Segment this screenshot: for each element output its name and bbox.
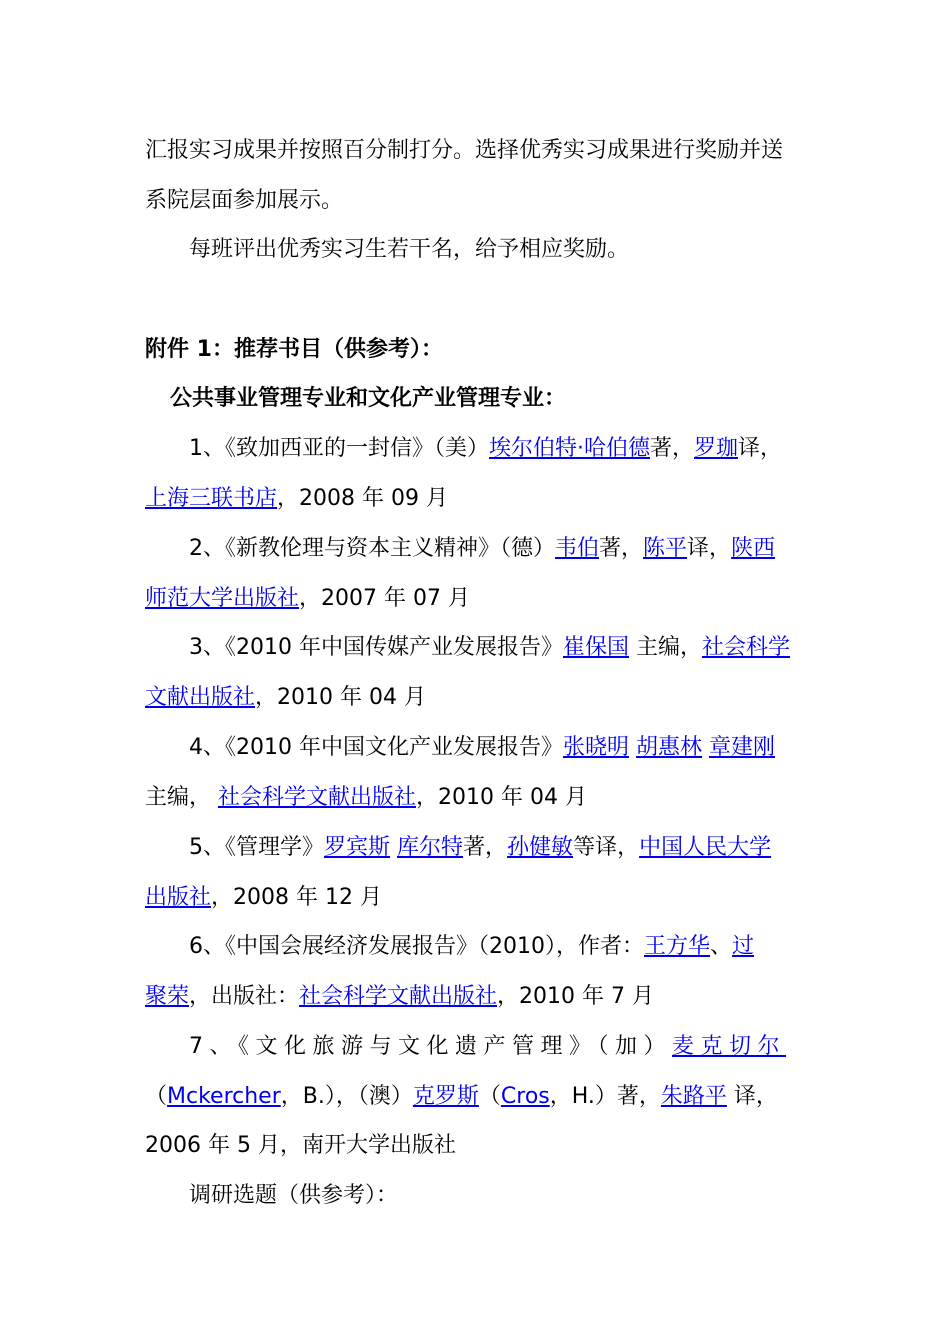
text <box>702 735 709 760</box>
publish-date: ，2008 年 09 月 <box>277 486 448 511</box>
author-link[interactable]: 麦克切尔 <box>672 1034 787 1059</box>
text: 、 <box>710 934 733 959</box>
publisher-link[interactable]: 陕西 <box>731 536 776 561</box>
publisher-link[interactable]: 中国人民大学 <box>639 835 772 860</box>
book-title: 7、《文化旅游与文化遗产管理》（加） <box>189 1034 672 1059</box>
text: 著， <box>599 536 644 561</box>
text: （ <box>145 1084 168 1109</box>
editor-link[interactable]: 张晓明 <box>562 735 629 760</box>
author-link[interactable]: 埃尔伯特·哈伯德 <box>489 436 650 461</box>
section-title: 公共事业管理专业和文化产业管理专业： <box>170 386 567 411</box>
research-title: 调研选题（供参考）： <box>189 1183 399 1208</box>
text: ，出版社： <box>189 984 300 1009</box>
translator-link[interactable]: 罗珈 <box>694 436 739 461</box>
author-link[interactable]: 韦伯 <box>555 536 600 561</box>
book-item-7-line2 <box>145 1082 778 1112</box>
text: 主编， <box>145 785 218 810</box>
publisher-link[interactable]: 文献出版社 <box>145 685 256 710</box>
book-item-4-line1 <box>189 733 775 763</box>
publisher-link[interactable]: 上海三联书店 <box>145 486 278 511</box>
text: ，H.）著， <box>549 1084 661 1109</box>
author-link[interactable]: Mckercher <box>167 1084 281 1109</box>
publish-date: ，2007 年 07 月 <box>299 586 470 611</box>
text: 译， <box>687 536 732 561</box>
book-title: 6、《中国会展经济发展报告》（2010），作者： <box>189 934 644 959</box>
author-link[interactable]: 库尔特 <box>397 835 464 860</box>
appendix-title: 附件 1：推荐书目（供参考）： <box>145 337 443 362</box>
text: 译， <box>726 1084 778 1109</box>
book-title: 5、《管理学》 <box>189 835 324 860</box>
book-item-6-line2 <box>145 982 654 1012</box>
author-link[interactable]: Cros <box>500 1084 550 1109</box>
text: （ <box>478 1084 501 1109</box>
publisher-link[interactable]: 出版社 <box>145 885 212 910</box>
book-item-1-line1 <box>189 434 782 464</box>
editor-link[interactable]: 章建刚 <box>709 735 776 760</box>
author-link[interactable]: 罗宾斯 <box>324 835 391 860</box>
publisher-link[interactable]: 社会科学文献出版社 <box>299 984 498 1009</box>
book-item-7-line3: 2006 年 5 月，南开大学出版社 <box>145 1133 456 1158</box>
translator-link[interactable]: 陈平 <box>643 536 688 561</box>
book-item-4-line2 <box>145 783 587 813</box>
publish-date: ，2010 年 04 月 <box>255 685 426 710</box>
book-title: 4、《2010 年中国文化产业发展报告》 <box>189 735 563 760</box>
text <box>390 835 397 860</box>
editor-link[interactable]: 崔保国 <box>562 635 629 660</box>
book-item-5-line2 <box>145 883 382 913</box>
paragraph-line: 系院层面参加展示。 <box>145 188 344 213</box>
book-item-5-line1 <box>189 833 771 863</box>
author-link[interactable]: 过 <box>732 934 755 959</box>
publish-date: ，2010 年 04 月 <box>416 785 587 810</box>
book-item-3-line2 <box>145 683 426 713</box>
publisher-link[interactable]: 社会科学文献出版社 <box>218 785 417 810</box>
text: 著， <box>463 835 508 860</box>
text <box>629 735 636 760</box>
book-title: 3、《2010 年中国传媒产业发展报告》 <box>189 635 563 660</box>
publish-date: ，2010 年 7 月 <box>497 984 655 1009</box>
author-link[interactable]: 克罗斯 <box>412 1084 479 1109</box>
text: 著， <box>650 436 695 461</box>
publish-date: ，2008 年 12 月 <box>211 885 382 910</box>
book-item-3-line1 <box>189 633 790 663</box>
book-item-1-line2 <box>145 484 448 514</box>
text: 主编， <box>629 635 702 660</box>
book-title: 1、《致加西亚的一封信》（美） <box>189 436 489 461</box>
text: 译， <box>738 436 783 461</box>
book-item-6-line1 <box>189 932 754 962</box>
paragraph-line: 汇报实习成果并按照百分制打分。选择优秀实习成果进行奖励并送 <box>145 138 784 163</box>
text: ，B.），（澳） <box>280 1084 413 1109</box>
publisher-link[interactable]: 社会科学 <box>702 635 791 660</box>
book-item-2-line1 <box>189 534 775 564</box>
book-title: 2、《新教伦理与资本主义精神》（德） <box>189 536 555 561</box>
translator-link[interactable]: 孙健敏 <box>507 835 574 860</box>
paragraph-line: 每班评出优秀实习生若干名，给予相应奖励。 <box>189 237 630 262</box>
translator-link[interactable]: 朱路平 <box>660 1084 727 1109</box>
book-item-7-line1 <box>189 1032 786 1062</box>
editor-link[interactable]: 胡惠林 <box>636 735 703 760</box>
author-link[interactable]: 王方华 <box>644 934 711 959</box>
author-link[interactable]: 聚荣 <box>145 984 190 1009</box>
publisher-link[interactable]: 师范大学出版社 <box>145 586 300 611</box>
book-item-2-line2 <box>145 584 470 614</box>
text: 等译， <box>573 835 640 860</box>
